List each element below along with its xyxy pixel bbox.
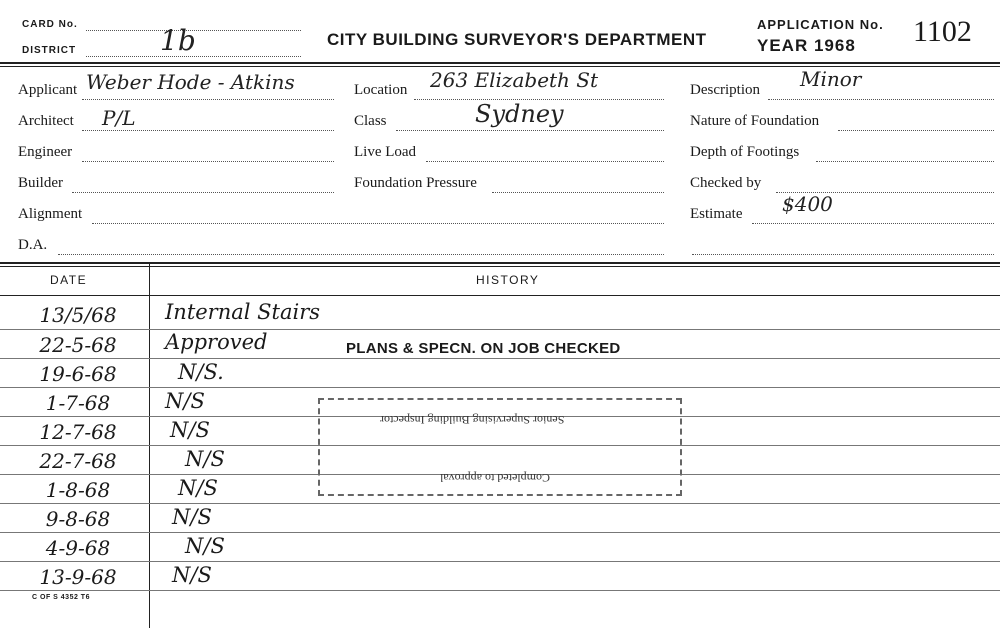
header-rule-top	[0, 62, 1000, 64]
alignment-line	[92, 223, 664, 224]
row-entry: N/S	[172, 505, 212, 529]
row-entry: N/S.	[178, 360, 224, 384]
live-load-line	[426, 161, 664, 162]
district-value: 1b	[160, 24, 196, 57]
nature-of-foundation-line	[838, 130, 994, 131]
depth-of-footings-line	[816, 161, 994, 162]
class-label: Class	[354, 113, 387, 129]
architect-value: P/L	[102, 106, 136, 130]
da-label: D.A.	[18, 237, 48, 253]
row-rule	[0, 532, 1000, 533]
da-line	[58, 254, 664, 255]
row-entry: N/S	[178, 476, 218, 500]
estimate-label: Estimate	[690, 206, 743, 222]
row-entry: N/S	[185, 534, 225, 558]
row-entry: N/S	[185, 447, 225, 471]
row-entry: Approved	[165, 330, 268, 354]
checked-by-label: Checked by	[690, 175, 762, 191]
card-no-label: CARD No.	[22, 19, 78, 30]
year-label: YEAR 1968	[757, 36, 856, 55]
plans-checked-stamp: PLANS & SPECN. ON JOB CHECKED	[346, 340, 621, 357]
row-rule	[0, 590, 1000, 591]
extra-line	[692, 254, 994, 255]
row-entry: Internal Stairs	[165, 300, 321, 324]
foundation-pressure-label: Foundation Pressure	[354, 175, 477, 191]
architect-label: Architect	[18, 113, 74, 129]
row-entry: N/S	[172, 563, 212, 587]
row-date: 1-7-68	[45, 391, 111, 415]
alignment-label: Alignment	[18, 206, 83, 222]
applicant-label: Applicant	[18, 82, 78, 98]
history-rule-top-2	[0, 266, 1000, 267]
architect-line	[82, 130, 334, 131]
class-value: Sydney	[475, 100, 564, 128]
builder-label: Builder	[18, 175, 63, 191]
estimate-line	[752, 223, 994, 224]
row-rule	[0, 329, 1000, 330]
department-title: CITY BUILDING SURVEYOR'S DEPARTMENT	[327, 30, 707, 49]
row-rule	[0, 387, 1000, 388]
district-label: DISTRICT	[22, 45, 77, 56]
row-date: 19-6-68	[39, 362, 117, 386]
application-no-label: APPLICATION No.	[757, 17, 884, 32]
row-date: 22-5-68	[39, 333, 117, 357]
nature-of-foundation-label: Nature of Foundation	[690, 113, 820, 129]
description-value: Minor	[800, 67, 862, 91]
location-label: Location	[354, 82, 408, 98]
form-code: C OF S 4352 T6	[32, 594, 90, 601]
builder-line	[72, 192, 334, 193]
application-no-value: 1102	[913, 15, 972, 48]
description-line	[768, 99, 994, 100]
row-date: 4-9-68	[45, 536, 111, 560]
row-date: 9-8-68	[45, 507, 111, 531]
estimate-value: $400	[782, 192, 833, 216]
live-load-label: Live Load	[354, 144, 417, 160]
row-rule	[0, 561, 1000, 562]
row-date: 13-9-68	[39, 565, 117, 589]
row-entry: N/S	[170, 418, 210, 442]
row-rule	[0, 358, 1000, 359]
row-date: 22-7-68	[39, 449, 117, 473]
location-value: 263 Elizabeth St	[430, 68, 599, 92]
reversed-stamp-text-2: Completed to approval	[440, 471, 550, 485]
row-date: 12-7-68	[39, 420, 117, 444]
engineer-line	[82, 161, 334, 162]
row-entry: N/S	[165, 389, 205, 413]
row-rule	[0, 503, 1000, 504]
description-label: Description	[690, 82, 760, 98]
class-line	[396, 130, 664, 131]
history-header-rule	[0, 295, 1000, 296]
history-rule-top	[0, 262, 1000, 264]
foundation-pressure-line	[492, 192, 664, 193]
depth-of-footings-label: Depth of Footings	[690, 144, 800, 160]
row-date: 13/5/68	[39, 303, 117, 327]
date-column-header: DATE	[50, 273, 88, 287]
engineer-label: Engineer	[18, 144, 73, 160]
applicant-line	[82, 99, 334, 100]
row-date: 1-8-68	[45, 478, 111, 502]
history-column-header: HISTORY	[476, 273, 540, 287]
applicant-value: Weber Hode - Atkins	[86, 70, 295, 94]
column-divider	[149, 264, 150, 628]
reversed-stamp-text-1: Senior Supervising Building Inspector	[380, 413, 565, 427]
